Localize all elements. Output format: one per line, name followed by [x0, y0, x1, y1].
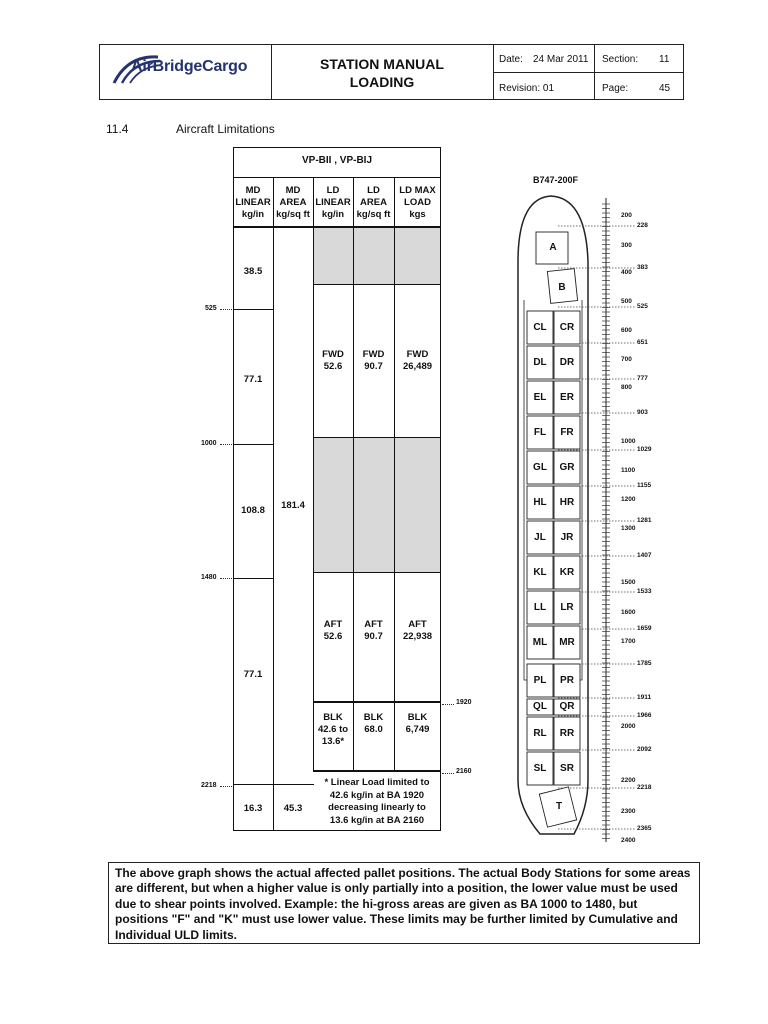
aircraft-registrations: VP-BII , VP-BIJ: [301, 155, 372, 166]
station-mark-label: 525: [205, 305, 217, 312]
document-header: [99, 44, 684, 100]
aircraft-type-label: B747-200F: [533, 175, 579, 185]
col-header-ld-linear: LD LINEAR kg/in: [315, 185, 351, 220]
position-label-lr: LR: [560, 601, 574, 613]
date-label: Date:: [499, 54, 523, 65]
md-linear-value: 108.8: [241, 505, 265, 516]
page-label: Page:: [602, 83, 629, 94]
position-label-pl: PL: [533, 674, 547, 686]
date-value: 24 Mar 2011: [533, 54, 589, 65]
scale-station-label: 2365: [637, 825, 652, 832]
position-label-er: ER: [560, 391, 574, 403]
position-label-cr: CR: [559, 321, 575, 333]
position-label-jl: JL: [534, 531, 546, 543]
md-area-value: 181.4: [281, 500, 305, 511]
linear-load-footnote: * Linear Load limited to 42.6 kg/in at BA 1920 decreasing linearly to 13.6 kg/in at BA 2160: [324, 777, 430, 826]
aircraft-limits-table: [233, 147, 441, 831]
scale-station-label: 1155: [637, 482, 652, 489]
position-label-ml: ML: [532, 636, 548, 648]
scale-major-label: 1000: [621, 438, 636, 445]
position-label-cl: CL: [533, 321, 547, 333]
fwd-ld-max-load: FWD 26,489: [402, 349, 433, 372]
section-value: 11: [659, 54, 670, 65]
col-header-ld-area: LD AREA kg/sq ft: [356, 185, 391, 220]
col-header-md-area: MD AREA kg/sq ft: [276, 185, 310, 220]
position-label-ql: QL: [533, 701, 547, 712]
scale-major-label: 1300: [621, 525, 636, 532]
section-label: Section:: [602, 54, 639, 65]
station-mark-label: 1920: [456, 699, 472, 706]
position-label-dr: DR: [559, 356, 575, 368]
scale-station-label: 1407: [637, 552, 652, 559]
fwd-ld-area: FWD 90.7: [362, 349, 385, 372]
scale-station-label: 1029: [637, 446, 652, 453]
scale-major-label: 1500: [621, 579, 636, 586]
position-label: B: [558, 282, 566, 293]
title-line-2: LOADING: [349, 74, 415, 90]
position-label-rl: RL: [533, 727, 547, 739]
scale-station-label: 1911: [637, 694, 652, 701]
section-number: 11.4: [106, 122, 129, 136]
scale-station-label: 651: [637, 339, 648, 346]
scale-major-label: 200: [621, 212, 632, 219]
fwd-ld-linear: FWD 52.6: [322, 349, 344, 372]
position-label-kr: KR: [559, 566, 575, 578]
scale-station-label: 903: [637, 409, 648, 416]
scale-major-label: 1200: [621, 496, 636, 503]
position-label-pr: PR: [560, 674, 574, 686]
scale-major-label: 1600: [621, 609, 636, 616]
position-label: T: [555, 801, 563, 812]
md-linear-value: 77.1: [243, 669, 263, 680]
aft-ld-max-load: AFT 22,938: [402, 619, 433, 642]
position-label-jr: JR: [560, 531, 574, 543]
section-title: Aircraft Limitations: [176, 122, 275, 136]
position-label-fr: FR: [560, 426, 574, 438]
position-label-sr: SR: [560, 762, 574, 774]
position-label-sl: SL: [533, 762, 547, 774]
position-label-kl: KL: [533, 566, 547, 578]
position-label-rr: RR: [559, 727, 575, 739]
scale-major-label: 2400: [621, 837, 636, 844]
position-label-gr: GR: [559, 461, 575, 473]
scale-station-label: 2092: [637, 746, 652, 753]
scale-station-label: 1281: [637, 517, 652, 524]
position-label-hr: HR: [559, 496, 575, 508]
b747-pallet-position-diagram: [510, 170, 685, 850]
scale-station-label: 1966: [637, 712, 652, 719]
station-mark-label: 1480: [201, 574, 217, 581]
scale-major-label: 700: [621, 356, 632, 363]
md-linear-value: 16.3: [243, 803, 263, 814]
scale-station-label: 1659: [637, 625, 652, 632]
shaded-block-center: [313, 438, 441, 572]
position-label-gl: GL: [533, 461, 547, 473]
station-mark-label: 1000: [201, 440, 217, 447]
aft-ld-area: AFT 90.7: [364, 619, 383, 642]
position-label-hl: HL: [533, 496, 547, 508]
position-label-fl: FL: [533, 426, 547, 438]
position-label-qr: QR: [559, 701, 575, 712]
station-mark-label: 2218: [201, 782, 217, 789]
position-label-mr: MR: [559, 636, 575, 648]
scale-major-label: 2000: [621, 723, 636, 730]
scale-major-label: 2300: [621, 808, 636, 815]
page-value: 45: [659, 83, 671, 94]
logo-text: AirBridgeCargo: [131, 58, 248, 75]
col-header-ld-max-load: LD MAX LOAD kgs: [399, 185, 436, 220]
scale-station-label: 525: [637, 303, 648, 310]
scale-station-label: 1785: [637, 660, 652, 667]
md-linear-value: 38.5: [243, 266, 263, 277]
revision-label: Revision: 01: [499, 83, 555, 94]
col-header-md-linear: MD LINEAR kg/in: [235, 185, 271, 220]
blk-ld-area: BLK 68.0: [363, 712, 384, 735]
shaded-block-forward: [313, 227, 441, 284]
position-label-ll: LL: [533, 601, 547, 613]
scale-station-label: 1533: [637, 588, 652, 595]
position-label-el: EL: [533, 391, 547, 403]
scale-major-label: 2200: [621, 777, 636, 784]
scale-station-label: 2218: [637, 784, 652, 791]
scale-station-label: 777: [637, 375, 648, 382]
scale-major-label: 1700: [621, 638, 636, 645]
scale-station-label: 383: [637, 264, 648, 271]
scale-station-label: 228: [637, 222, 648, 229]
scale-major-label: 400: [621, 269, 632, 276]
document-title: [274, 55, 490, 91]
scale-major-label: 600: [621, 327, 632, 334]
title-line-1: STATION MANUAL: [320, 56, 444, 72]
scale-major-label: 500: [621, 298, 632, 305]
position-label-dl: DL: [533, 356, 547, 368]
md-area-value: 45.3: [283, 803, 303, 814]
blk-ld-max-load: BLK 6,749: [405, 712, 430, 735]
scale-major-label: 1100: [621, 467, 636, 474]
station-mark-label: 2160: [456, 768, 472, 775]
position-label: A: [549, 242, 557, 253]
scale-major-label: 300: [621, 242, 632, 249]
md-linear-value: 77.1: [243, 374, 263, 385]
explanatory-note: The above graph shows the actual affected pallet positions. The actual Body Stations for some areas are different, but when a higher value is only partially into a position, the lower value must be used due to shear points involved. Example: the hi-gross areas are given as BA 1000 to 1480, but positions "F" and "K" must use lower value. These limits may be further limited by Cumulative and Individual ULD limits.: [108, 862, 700, 944]
scale-major-label: 800: [621, 384, 632, 391]
blk-ld-linear: BLK 42.6 to 13.6*: [317, 712, 349, 747]
aft-ld-linear: AFT 52.6: [323, 619, 343, 642]
